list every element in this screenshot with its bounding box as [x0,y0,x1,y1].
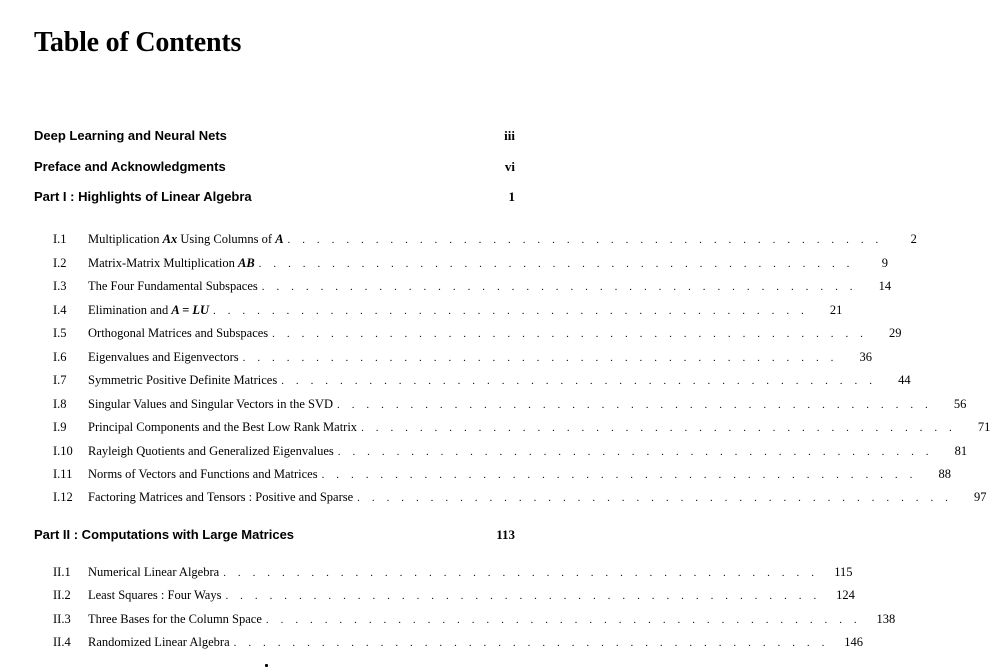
section-title: Singular Values and Singular Vectors in the SVD [88,397,334,411]
section-title: Three Bases for the Column Space [88,612,262,626]
section-page: 146 [844,635,863,649]
leader-dots: . . . . . . . . . . . . . . . . . . . . . . . . . . . . . . . . . . . . . . . . . [272,328,868,340]
section-number: I.10 [53,444,73,458]
section-page: 14 [878,279,892,293]
section-title: Orthogonal Matrices and Subspaces [88,326,269,340]
section-number: II.4 [53,635,71,649]
section-page: 124 [836,588,855,602]
leader-dots: . . . . . . . . . . . . . . . . . . . . . . . . . . . . . . . . . . . . . . . . . [213,305,809,317]
page-mark [265,664,268,667]
section-title: Symmetric Positive Definite Matrices [88,373,278,387]
section-number: I.2 [53,256,67,270]
toc-entry-preface[interactable] [34,159,515,175]
section-page: 81 [954,444,968,458]
toc-entry-deep-learning[interactable] [34,128,515,144]
toc-entry-page: iii [504,128,515,143]
section-page: 29 [889,326,902,340]
section-page: 71 [977,420,990,434]
section-page: 88 [938,467,951,481]
section-page: 97 [974,490,987,504]
section-title: Matrix-Matrix Multiplication AB [88,256,255,270]
section-page: 9 [881,256,889,270]
toc-entry-I-10[interactable] [53,444,968,462]
toc-entry-I-4[interactable] [53,303,843,321]
leader-dots: . . . . . . . . . . . . . . . . . . . . . . . . . . . . . . . . . . . . . . . . . [281,375,877,387]
toc-part-2[interactable] [34,527,515,543]
section-number: I.7 [53,373,67,387]
leader-dots: . . . . . . . . . . . . . . . . . . . . . . . . . . . . . . . . . . . . . . . . . [361,422,957,434]
leader-dots: . . . . . . . . . . . . . . . . . . . . . . . . . . . . . . . . . . . . . . . . . [233,637,829,649]
leader-dots: . . . . . . . . . . . . . . . . . . . . . . . . . . . . . . . . . . . . . . . . . [357,492,953,504]
leader-dots: . . . . . . . . . . . . . . . . . . . . . . . . . . . . . . . . . . . . . . . . . [265,614,862,626]
section-title: Randomized Linear Algebra [88,635,230,649]
section-page: 56 [953,397,967,411]
section-number: I.6 [53,350,67,364]
section-title: Norms of Vectors and Functions and Matrices [88,467,318,481]
section-number: I.3 [53,279,67,293]
toc-entry-II-3[interactable] [53,612,896,630]
toc-entry-I-12[interactable] [53,490,987,508]
section-page: 2 [910,232,917,246]
leader-dots: . . . . . . . . . . . . . . . . . . . . . . . . . . . . . . . . . . . . . . . . . [337,399,933,411]
section-title: Factoring Matrices and Tensors : Positive and Sparse [88,490,354,504]
section-number: I.11 [53,467,73,481]
leader-dots: . . . . . . . . . . . . . . . . . . . . . . . . . . . . . . . . . . . . . . . . . [337,446,934,458]
toc-entry-II-1[interactable] [53,565,853,583]
toc-entry-I-5[interactable] [53,326,902,344]
toc-entry-I-1[interactable] [53,232,917,250]
toc-entry-label: Preface and Acknowledgments [34,159,226,174]
section-title: Rayleigh Quotients and Generalized Eigenvalues [88,444,334,458]
toc-entry-II-4[interactable] [53,635,863,653]
section-title: The Four Fundamental Subspaces [88,279,258,293]
leader-dots: . . . . . . . . . . . . . . . . . . . . . . . . . . . . . . . . . . . . . . . . . [242,352,839,364]
section-number: I.5 [53,326,67,340]
section-page: 138 [876,612,896,626]
leader-dots: . . . . . . . . . . . . . . . . . . . . . . . . . . . . . . . . . . . . . . . . . [258,258,855,270]
section-title: Multiplication Ax Using Columns of A [88,232,284,246]
toc-entry-I-11[interactable] [53,467,951,485]
toc-entry-page: vi [504,159,515,174]
toc-entry-I-7[interactable] [53,373,911,391]
toc-entry-I-9[interactable] [53,420,990,438]
section-number: II.2 [53,588,71,602]
toc-entry-I-6[interactable] [53,350,873,368]
section-title: Eigenvalues and Eigenvectors [88,350,239,364]
toc-entry-I-8[interactable] [53,397,967,415]
section-number: I.8 [53,397,67,411]
section-page: 115 [834,565,853,579]
section-title: Elimination and A = LU [88,303,210,317]
section-page: 36 [859,350,873,364]
section-number: I.1 [53,232,67,246]
leader-dots: . . . . . . . . . . . . . . . . . . . . . . . . . . . . . . . . . . . . . . . . . [287,234,883,246]
toc-part-page: 113 [496,527,515,542]
leader-dots: . . . . . . . . . . . . . . . . . . . . . . . . . . . . . . . . . . . . . . . . . [261,281,858,293]
section-number: II.1 [53,565,71,579]
section-number: I.12 [53,490,73,504]
toc-part-1[interactable] [34,189,515,205]
toc-entry-I-2[interactable] [53,256,889,274]
section-page: 21 [829,303,843,317]
section-number: I.9 [53,420,67,434]
leader-dots: . . . . . . . . . . . . . . . . . . . . . . . . . . . . . . . . . . . . . . . . . [225,590,821,602]
toc-part-label: Part II : Computations with Large Matrices [34,527,295,542]
toc-part-page: 1 [508,189,515,204]
toc-part-label: Part I : Highlights of Linear Algebra [34,189,252,204]
section-number: I.4 [53,303,67,317]
leader-dots: . . . . . . . . . . . . . . . . . . . . . . . . . . . . . . . . . . . . . . . . . [223,567,819,579]
page-title: Table of Contents [34,27,242,58]
leader-dots: . . . . . . . . . . . . . . . . . . . . . . . . . . . . . . . . . . . . . . . . . [321,469,917,481]
section-page: 44 [898,373,911,387]
section-title: Numerical Linear Algebra [88,565,220,579]
toc-entry-label: Deep Learning and Neural Nets [34,128,227,143]
section-number: II.3 [53,612,71,626]
section-title: Least Squares : Four Ways [88,588,222,602]
toc-entry-I-3[interactable] [53,279,892,297]
toc-entry-II-2[interactable] [53,588,855,606]
section-title: Principal Components and the Best Low Rank Matrix [88,420,358,434]
